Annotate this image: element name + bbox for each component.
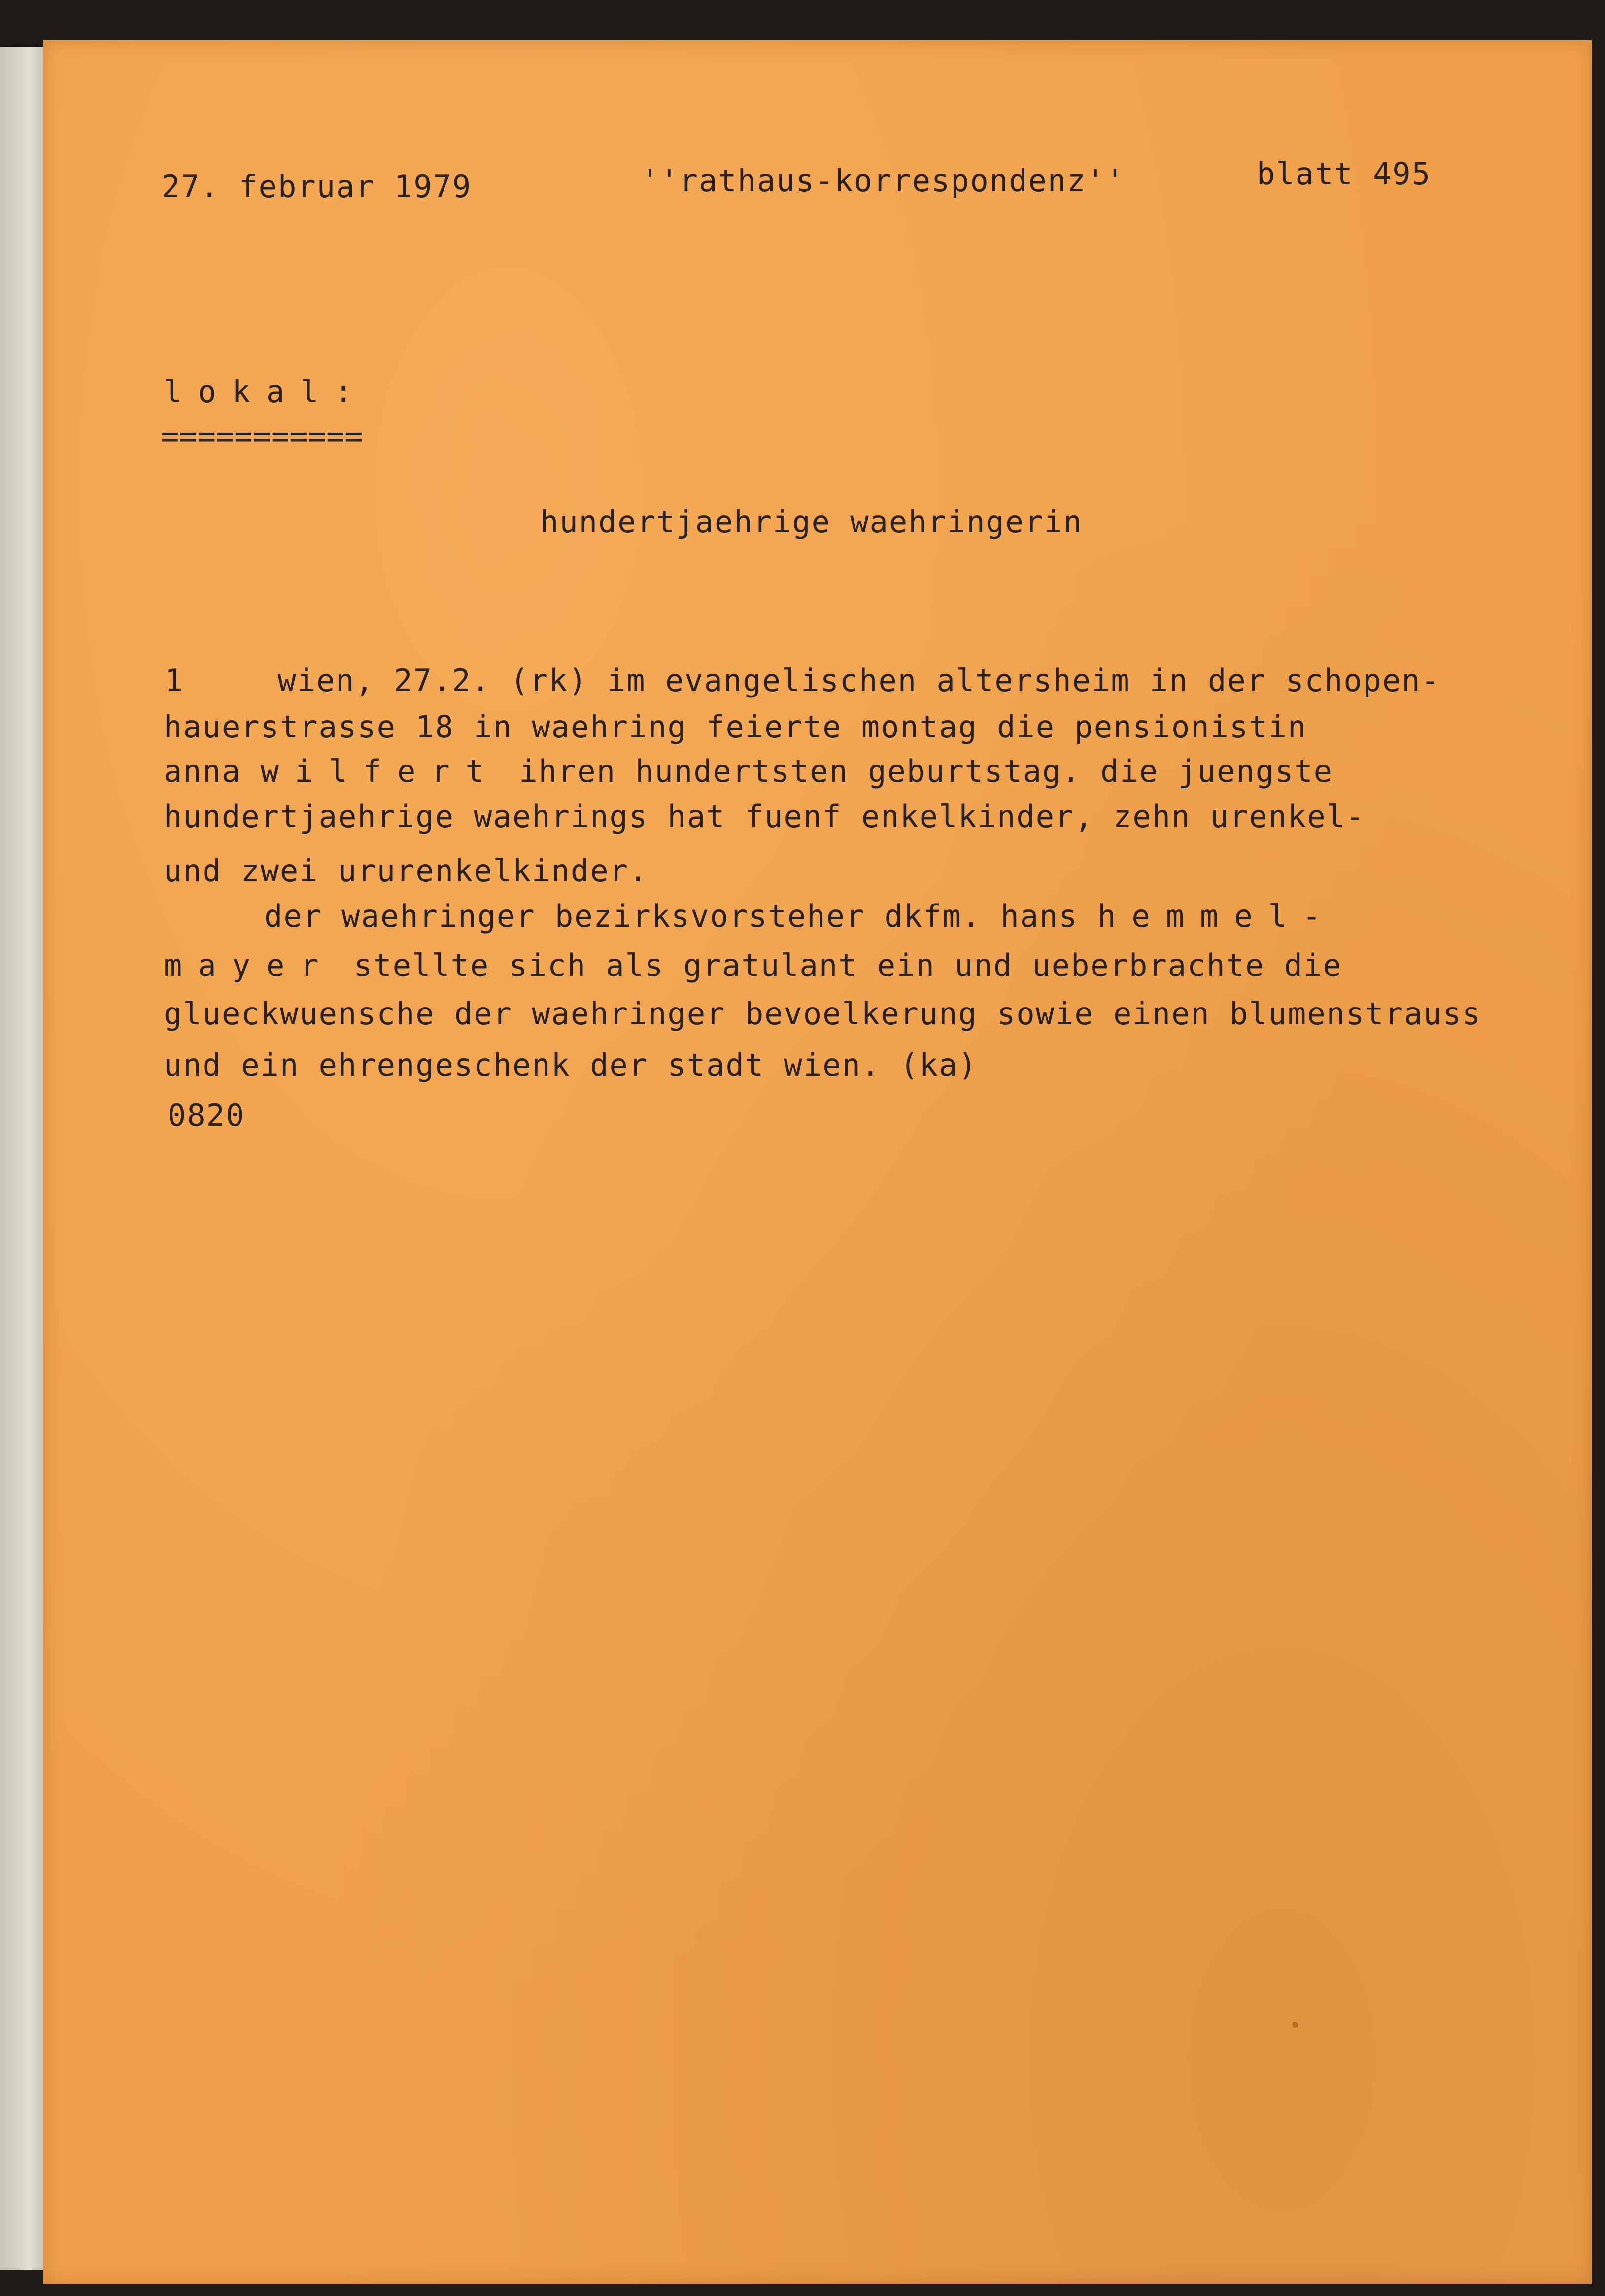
- article-line-7: [164, 947, 1342, 983]
- article-line-8: glueckwuensche der waehringer bevoelkerung sowie einen blumenstrauss: [164, 996, 1482, 1032]
- article-code: 0820: [168, 1097, 245, 1133]
- article-line-7-text-after: stellte sich als gratulant ein und ueberbrachte die: [334, 947, 1342, 983]
- article-line-1-text: wien, 27.2. (rk) im evangelischen altersheim in der schopen-: [277, 662, 1440, 698]
- header-date: 27. februar 1979: [162, 169, 472, 205]
- header-publication: ''rathaus-korrespondenz'': [641, 163, 1126, 199]
- paper-stain: [1292, 2022, 1298, 2028]
- section-underline: ===========: [161, 418, 363, 454]
- article-line-3-text-before: anna: [164, 753, 261, 789]
- article-headline: hundertjaehrige waehringerin: [540, 504, 1083, 540]
- article-line-5: und zwei ururenkelkinder.: [164, 853, 649, 889]
- article-line-3: [164, 753, 1333, 789]
- article-line-9: und ein ehrengeschenk der stadt wien. (ka): [164, 1047, 978, 1083]
- section-label: lokal:: [164, 374, 369, 410]
- article-line-3-text-after: ihren hundertsten geburtstag. die juengste: [499, 753, 1333, 789]
- article-number: 1: [165, 662, 184, 698]
- document-page: [43, 40, 1592, 2284]
- honoree-name: wilfert: [260, 753, 500, 789]
- district-head-name-part-2: mayer: [164, 947, 335, 983]
- article-line-4: hundertjaehrige waehrings hat fuenf enkelkinder, zehn urenkel-: [164, 799, 1366, 835]
- header-sheet-number: blatt 495: [1257, 156, 1431, 192]
- article-line-6-text-before: der waehringer bezirksvorsteher dkfm. hans: [264, 898, 1098, 934]
- article-line-1: [165, 662, 1440, 698]
- article-line-2: hauerstrasse 18 in waehring feierte montag die pensionistin: [164, 709, 1307, 745]
- district-head-name-part-1: hemmel-: [1097, 898, 1337, 934]
- article-line-6: [264, 898, 1337, 934]
